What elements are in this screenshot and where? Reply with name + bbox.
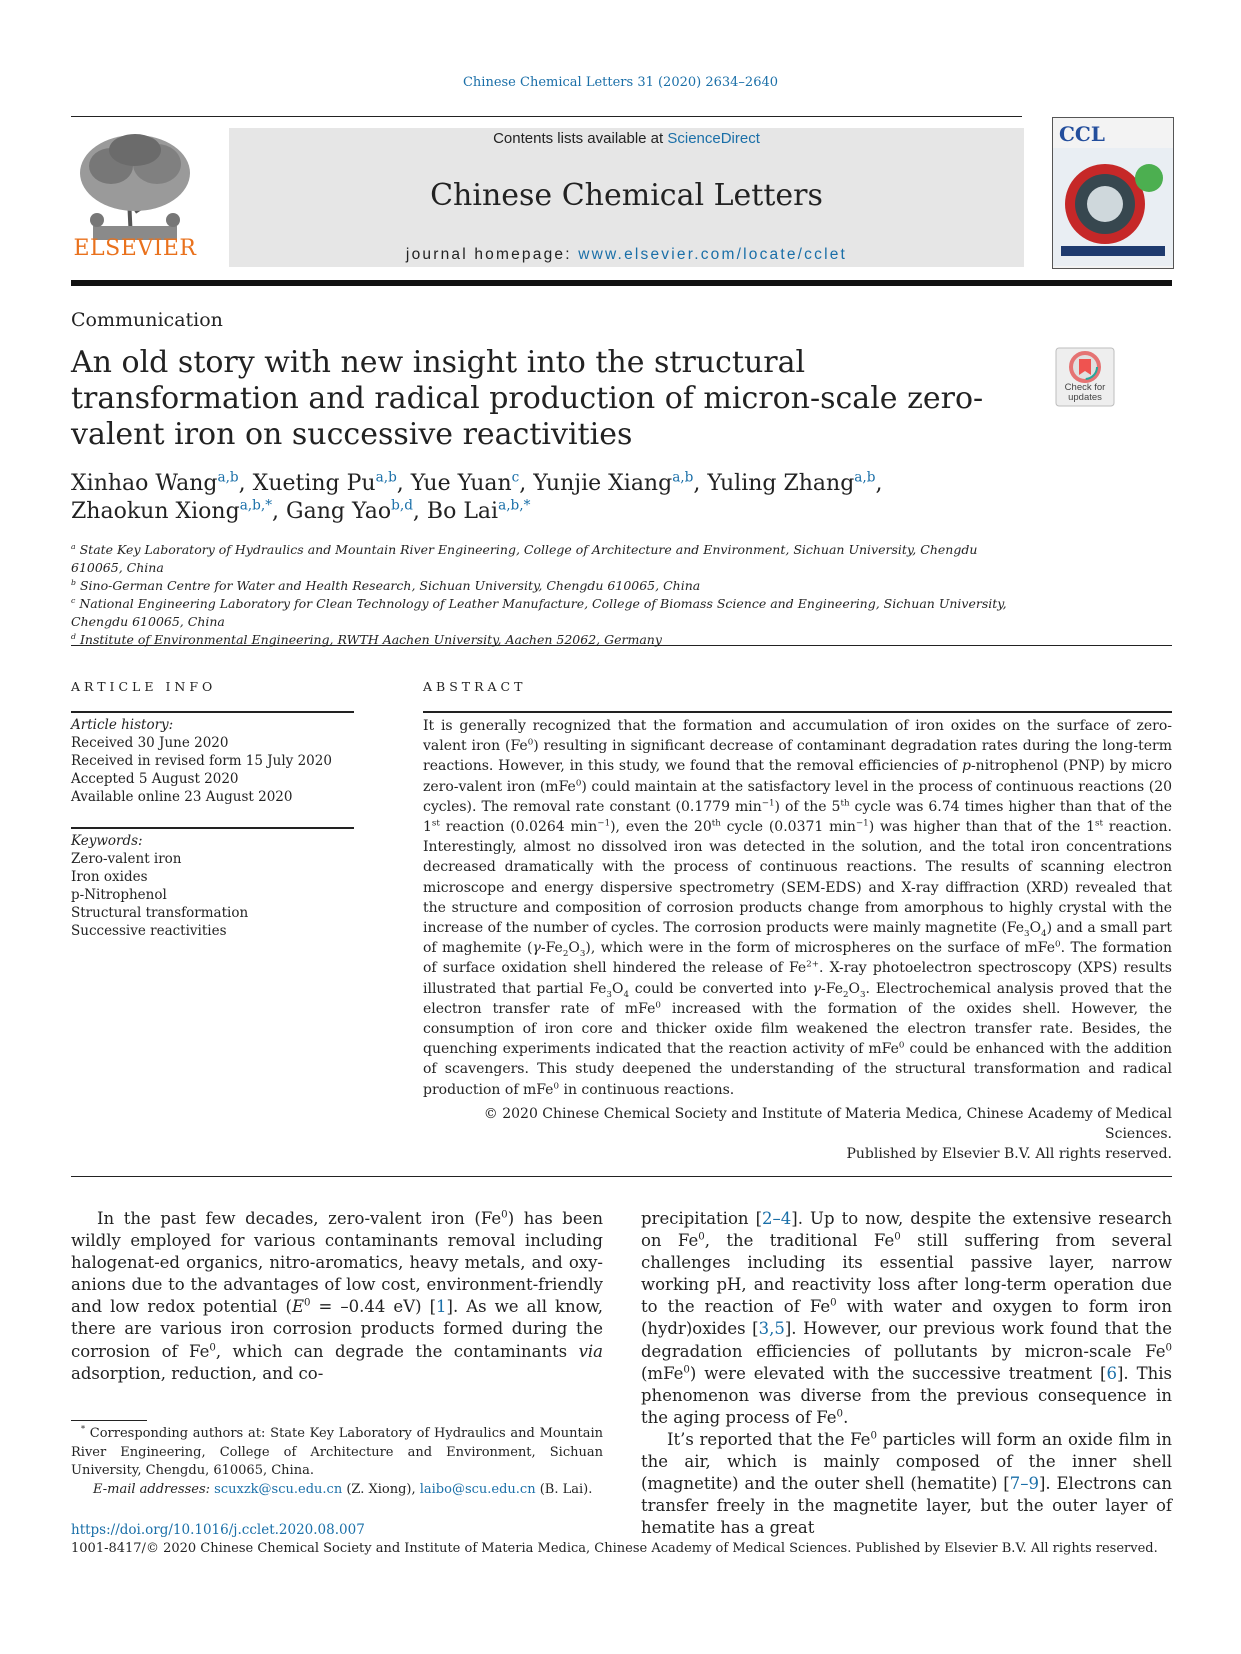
homepage-link[interactable]: www.elsevier.com/locate/cclet [578, 246, 848, 263]
body-paragraph: precipitation [2–4]. Up to now, despite the extensive research on Fe$^0$, the traditional Fe$^0$ still suffering from several challenges including its essential passive layer, narrow working pH, and reactivity loss after long-term operation due to the reaction of Fe$^0$ with water and oxygen to form iron (hydr)oxides [3,5]. However, our previous work found that the degradation efficiencies of pollutants by micron-scale Fe$^0$ (mFe$^0$) were elevated with the successive treatment [6]. This phenomenon was diverse from the previous consequence in the aging process of Fe$^0$. [641, 1209, 1172, 1427]
history-label: Article history: [71, 717, 174, 733]
history-item: Accepted 5 August 2020 [71, 771, 239, 787]
footnote-rule [71, 1420, 147, 1421]
body-column-right [641, 1208, 1172, 1539]
affiliation: $^b$ Sino-German Centre for Water and Health Research, Sichuan University, Chengdu 610065, China [71, 577, 701, 593]
section-rule [71, 645, 1172, 646]
keyword: Iron oxides [71, 869, 148, 885]
affiliation: $^a$ State Key Laboratory of Hydraulics and Mountain River Engineering, College of Architecture and Environment, Sichuan University, Chengdu 610065, China [71, 541, 978, 575]
reference-link[interactable]: 1 [436, 1297, 447, 1317]
author: Bo Lai$^{a,b,*}$ [426, 497, 531, 524]
abstract-copyright: © 2020 Chinese Chemical Society and Institute of Materia Medica, Chinese Academy of Medical Sciences. Published by Elsevier B.V. All rights reserved. [483, 1106, 1172, 1163]
body-column-left [71, 1208, 603, 1385]
author: Xinhao Wang$^{a,b}$, [71, 469, 253, 496]
doi-link[interactable]: https://doi.org/10.1016/j.cclet.2020.08.007 [71, 1522, 365, 1538]
corresponding-author-footnote: * Corresponding authors at: State Key Laboratory of Hydraulics and Mountain River Engineering, College of Architecture and Environment, Sichuan University, Chengdu, 610065, China. E-mail addresses: scuxzk@scu.edu.cn (Z. Xiong), laibo@scu.edu.cn (B. Lai). [71, 1424, 603, 1497]
abstract-heading: ABSTRACT [423, 679, 527, 694]
cover-art-icon [1053, 148, 1173, 266]
journal-banner [229, 128, 1024, 267]
keywords [71, 832, 248, 940]
article-type: Communication [71, 309, 223, 331]
journal-name: Chinese Chemical Letters [430, 178, 823, 213]
reference-link[interactable]: 3,5 [758, 1319, 785, 1339]
abstract-text: It is generally recognized that the formation and accumulation of iron oxides on the surface of zero-valent iron (Fe$^0$) resulting in significant decrease of contaminant degradation rates during the long-term reactions. However, in this study, we found that the removal efficiencies of p-nitrophenol (PNP) by micro zero-valent iron (mFe$^0$) could maintain at the satisfactory level in the process of continuous reactions (20 cycles). The removal rate constant (0.1779 $\min^{-1}$) of the 5th cycle was 6.74 times higher than that of the 1st reaction (0.0264 $\min^{-1}$), even the 20th cycle (0.0371 $\min^{-1}$) was higher than that of the 1st reaction. Interestingly, almost no dissolved iron was detected in the solution, and the total iron concentrations decreased dramatically with the process of continuous reactions. The results of scanning electron microscope and energy dispersive spectrometry (SEM-EDS) and X-ray diffraction (XRD) revealed that the structure and composition of corrosion products change from amorphous to highly crystal with the increase of the number of cycles. The corrosion products were mainly magnetite $(Fe_3O_4)$ and a small part of maghemite $(\gamma-Fe_2O_3)$, which were in the form of microspheres on the surface of mFe$^0$. The formation of surface oxidation shell hindered the release of $Fe^{2+}$. X-ray photoelectron spectroscopy (XPS) results illustrated that partial $Fe_3O_4$ could be converted into $\gamma-Fe_2O_3$. Electrochemical analysis proved that the electron transfer rate of mFe$^0$ increased with the formation of the oxides shell. However, the consumption of iron core and thicker oxide film weakened the electron transfer rate. Besides, the quenching experiments indicated that the reaction activity of mFe$^0$ could be enhanced with the addition of scavengers. This study deepened the understanding of the structural transformation and radical production of mFe$^0$ in continuous reactions. [423, 718, 1173, 1098]
article-history [71, 716, 332, 806]
abstract-rule [423, 711, 1172, 713]
keyword: p-Nitrophenol [71, 887, 167, 903]
check-for-updates-badge[interactable] [1055, 347, 1115, 407]
author: Yue Yuan$^c$, [410, 469, 534, 496]
cover-title: CCL [1059, 122, 1105, 146]
elsevier-wordmark: ELSEVIER [73, 236, 197, 261]
history-item: Received 30 June 2020 [71, 735, 229, 751]
keywords-label: Keywords: [71, 833, 143, 849]
article-info-rule [71, 711, 354, 713]
reference-link[interactable]: 2–4 [762, 1209, 792, 1228]
affiliations [71, 541, 1011, 649]
journal-citation[interactable]: Chinese Chemical Letters 31 (2020) 2634–2640 [462, 75, 779, 90]
affiliation: $^d$ Institute of Environmental Engineering, RWTH Aachen University, Aachen 52062, Germany [71, 631, 662, 647]
history-item: Received in revised form 15 July 2020 [71, 753, 332, 769]
author: Yuling Zhang$^{a,b}$, [707, 469, 883, 496]
contents-line: Contents lists available at ScienceDirect [493, 130, 760, 147]
reference-link[interactable]: 7–9 [1009, 1474, 1039, 1494]
article-info-heading: ARTICLE INFO [71, 679, 217, 694]
author: Xueting Pu$^{a,b}$, [252, 469, 411, 496]
affiliation: $^c$ National Engineering Laboratory for Clean Technology of Leather Manufacture, College of Biomass Science and Engineering, Sichuan University, Chengdu 610065, China [71, 595, 1007, 629]
keyword: Successive reactivities [71, 923, 227, 939]
header-thick-rule [71, 280, 1172, 286]
keyword: Structural transformation [71, 905, 249, 921]
author: Yunjie Xiang$^{a,b}$, [533, 469, 708, 496]
history-item: Available online 23 August 2020 [71, 789, 293, 805]
keywords-rule [71, 827, 354, 829]
email-link[interactable]: scuxzk@scu.edu.cn [214, 1481, 343, 1497]
body-rule [71, 1176, 1172, 1177]
body-paragraph: It’s reported that the Fe$^0$ particles will form an oxide film in the air, which is mainly composed of the inner shell (magnetite) and the outer shell (hematite) [7–9]. Electrons can transfer freely in the magnetite layer, but the outer layer of hematite has a great [641, 1429, 1172, 1538]
header-rule [71, 116, 1022, 117]
email-link[interactable]: laibo@scu.edu.cn [419, 1481, 536, 1497]
crossmark-label: Check for updates [1064, 382, 1106, 403]
author-list [71, 470, 1071, 526]
sciencedirect-link[interactable]: ScienceDirect [667, 130, 760, 147]
body-paragraph: In the past few decades, zero-valent iron (Fe$^0$) has been wildly employed for various contaminants removal including halogenat-ed organics, nitro-aromatics, heavy metals, and oxy-anions due to the advantages of low cost, environment-friendly and low redox potential ($E^0 = -0.44$ eV) [1]. As we all know, there are various iron corrosion products formed during the corrosion of Fe$^0$, which can degrade the contaminants via adsorption, reduction, and co- [71, 1209, 603, 1383]
journal-cover[interactable] [1052, 117, 1174, 269]
keyword: Zero-valent iron [71, 851, 182, 867]
issn-copyright: 1001-8417/© 2020 Chinese Chemical Society and Institute of Materia Medica, Chinese Academy of Medical Sciences. Published by Elsevier B.V. All rights reserved. [71, 1541, 1158, 1556]
author: Zhaokun Xiong$^{a,b,*}$, [71, 497, 287, 524]
journal-homepage: journal homepage: www.elsevier.com/locate/cclet [405, 246, 848, 263]
elsevier-logo[interactable] [71, 128, 199, 266]
author: Gang Yao$^{b,d}$, [286, 497, 427, 524]
article-title: An old story with new insight into the structural transformation and radical production of micron-scale zero-valent iron on successive reactivities [71, 345, 984, 452]
reference-link[interactable]: 6 [1106, 1363, 1117, 1383]
